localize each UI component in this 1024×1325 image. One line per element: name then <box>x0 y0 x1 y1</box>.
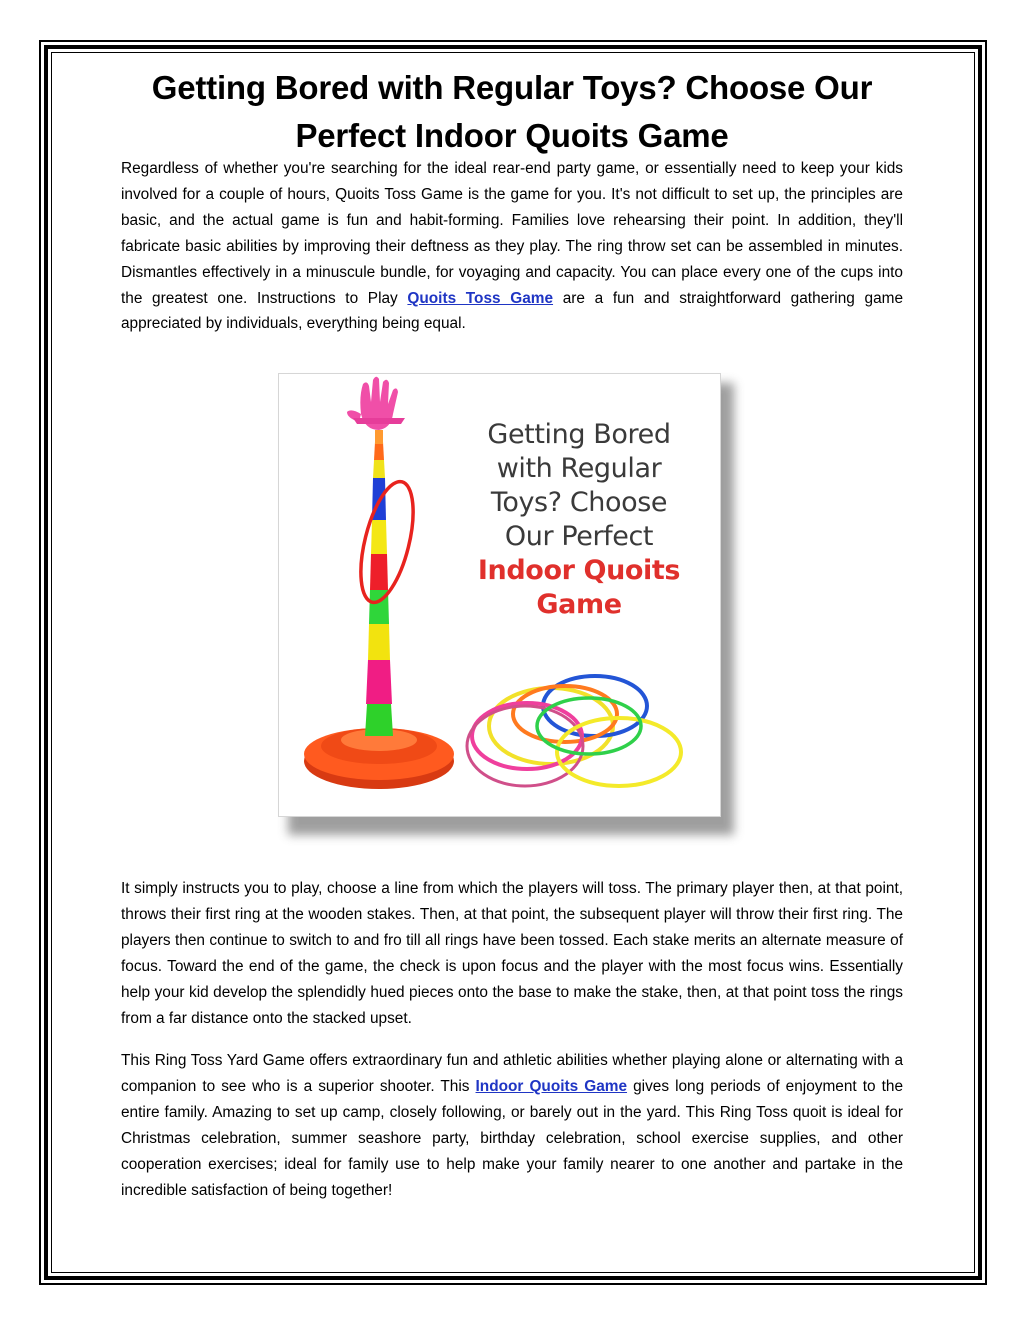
product-image <box>278 373 721 817</box>
intro-text-tail: are a fun and straightforward gathering game appreciated by individuals, everything being equal. <box>121 289 904 333</box>
figure-line-1: Getting Bored <box>487 419 671 450</box>
figure-line-6: Game <box>536 589 622 620</box>
quoits-toss-game-link[interactable]: Quoits Toss Game <box>407 289 554 307</box>
intro-paragraph <box>121 156 903 337</box>
how-to-play-paragraph <box>121 876 903 1031</box>
figure-line-2: with Regular <box>496 453 662 484</box>
ring-toss-text: This Ring Toss Yard Game offers extraordinary fun and athletic abilities whether playing alone or alternating with a companion to see who is a superior shooter. This <box>121 1052 903 1095</box>
figure-caption <box>459 418 699 622</box>
intro-text: Regardless of whether you're searching for the ideal rear-end party game, or essentially need to keep your kids involved for a couple of hours, Quoits Toss Game is the game for you. It's not difficult to set up, the principles are basic, and the actual game is fun and habit-forming. Families love rehearsing their point. In addition, they'll fabricate basic abilities by improving their deftness as they play. The ring throw set can be assembled in minutes. Dismantles effectively in a minuscule bundle, for voyaging and capacity. You can place every one of the cups into the greatest one. Instructions to Play <box>121 160 903 307</box>
indoor-quoits-game-link[interactable]: Indoor Quoits Game <box>475 1077 628 1095</box>
figure-line-3: Toys? Choose <box>490 487 668 518</box>
how-to-play-text: It simply instructs you to play, choose a line from which the players will toss. The primary player then, at that point, throws their first ring at the wooden stakes. Then, at that point, the subsequent player will throw their first ring. The players then continue to switch to and fro till all rings have been tossed. Each stake merits an alternate measure of focus. Toward the end of the game, the check is upon focus and the player with the most focus wins. Essentially help your kid develop the splendidly hued pieces onto the base to make the stake, then, at that point toss the rings from a far distance onto the stacked upset. <box>121 880 903 1027</box>
page-title <box>110 64 914 160</box>
ring-toss-text-tail: gives long periods of enjoyment to the entire family. Amazing to set up camp, closely following, or barely out in the yard. This Ring Toss quoit is ideal for Christmas celebration, summer seashore party, birthday celebration, school exercise supplies, and other cooperation exercises; ideal for family use to help make your family nearer to one another and partake in the incredible satisfaction of being together! <box>121 1077 904 1199</box>
ring-toss-paragraph <box>121 1048 903 1203</box>
title-line-2: Perfect Indoor Quoits Game <box>295 117 729 154</box>
figure-line-4: Our Perfect <box>504 521 654 552</box>
figure-line-5: Indoor Quoits <box>477 555 681 586</box>
title-line-1: Getting Bored with Regular Toys? Choose Our <box>151 69 873 106</box>
